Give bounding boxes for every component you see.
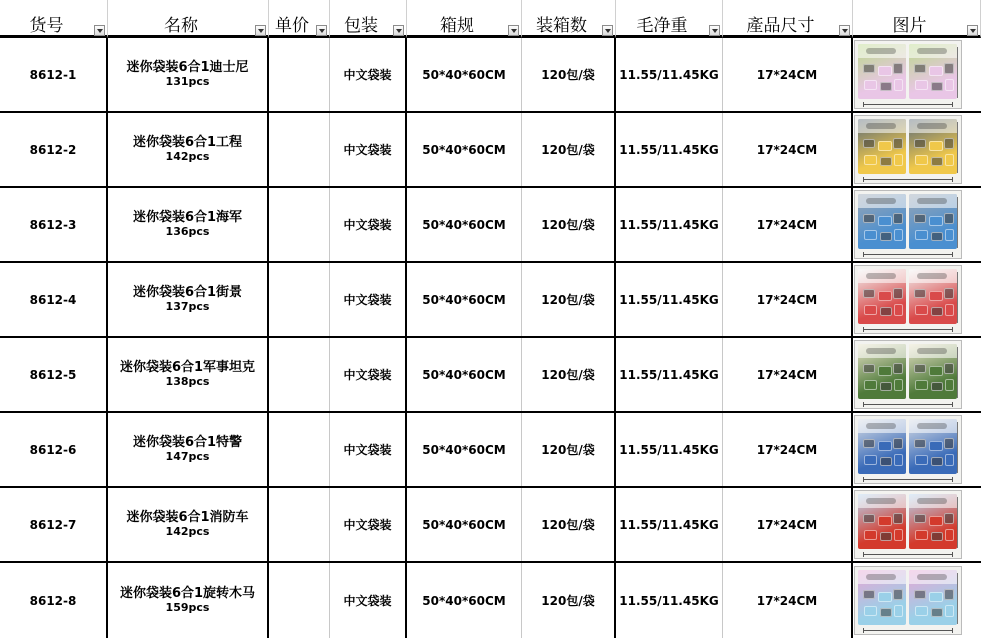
cell-weight[interactable]: 11.55/11.45KG: [616, 38, 723, 111]
toy-model-mark: [914, 590, 926, 599]
toy-model-mark: [863, 139, 875, 148]
width-dimension-line: [863, 179, 953, 180]
cell-weight[interactable]: 11.55/11.45KG: [616, 188, 723, 261]
cell-name[interactable]: [108, 563, 269, 638]
filter-dropdown-icon[interactable]: [94, 25, 105, 36]
table-row[interactable]: [0, 563, 981, 638]
header-label: 毛净重: [636, 16, 688, 36]
toy-model-mark: [894, 79, 903, 91]
filter-dropdown-icon[interactable]: [839, 25, 850, 36]
cell-packaging[interactable]: 中文袋装: [330, 113, 407, 186]
toy-model-mark: [878, 66, 892, 76]
cell-weight[interactable]: 11.55/11.45KG: [616, 413, 723, 486]
toy-model-mark: [915, 155, 928, 165]
cell-code[interactable]: 8612-2: [0, 113, 108, 186]
toy-model-mark: [945, 154, 954, 166]
toy-model-mark: [915, 455, 928, 465]
piece-count: 142pcs: [165, 149, 210, 163]
product-bag-image: [858, 570, 906, 625]
header-label: 货号: [29, 16, 64, 36]
cell-carton[interactable]: 50*40*60CM: [407, 338, 522, 411]
cell-code[interactable]: 8612-8: [0, 563, 108, 638]
cell-price[interactable]: [269, 413, 330, 486]
product-name: 迷你袋装6合1迪士尼: [126, 59, 249, 75]
width-dimension-line: [863, 404, 953, 405]
table-row[interactable]: [0, 113, 981, 188]
toy-model-mark: [880, 232, 892, 241]
toy-model-mark: [864, 380, 877, 390]
cell-weight[interactable]: 11.55/11.45KG: [616, 563, 723, 638]
header-weight: [616, 0, 723, 38]
toy-model-mark: [931, 608, 943, 617]
toy-model-mark: [915, 380, 928, 390]
cell-name[interactable]: [108, 263, 269, 336]
toy-model-mark: [880, 82, 892, 91]
table-row[interactable]: [0, 338, 981, 413]
toy-model-mark: [893, 438, 903, 449]
toy-model-mark: [945, 229, 954, 241]
header-label: 名称: [164, 16, 198, 36]
header-label: 装箱数: [536, 16, 587, 36]
product-name: 迷你袋装6合1旋转木马: [119, 585, 256, 601]
toy-model-mark: [863, 364, 875, 373]
table-row[interactable]: [0, 188, 981, 263]
cell-size[interactable]: 17*24CM: [723, 488, 853, 561]
toy-model-mark: [894, 379, 903, 391]
piece-count: 159pcs: [165, 600, 210, 614]
table-row[interactable]: [0, 488, 981, 563]
header-label: 包装: [344, 16, 378, 36]
filter-dropdown-icon[interactable]: [508, 25, 519, 36]
toy-model-mark: [929, 291, 943, 301]
cell-price[interactable]: [269, 263, 330, 336]
table-row[interactable]: [0, 38, 981, 113]
bag-logo: [909, 44, 957, 58]
toy-model-mark: [931, 82, 943, 91]
header-name: [108, 0, 269, 38]
piece-count: 137pcs: [165, 299, 210, 313]
toy-model-mark: [945, 605, 954, 617]
bag-logo: [909, 194, 957, 208]
cell-carton[interactable]: 50*40*60CM: [407, 263, 522, 336]
toy-model-mark: [929, 592, 943, 602]
toy-model-mark: [880, 382, 892, 391]
bag-logo: [909, 344, 957, 358]
filter-dropdown-icon[interactable]: [393, 25, 404, 36]
toy-model-mark: [914, 214, 926, 223]
toy-model-mark: [864, 530, 877, 540]
toy-model-mark: [863, 64, 875, 73]
swat-bags-image[interactable]: [854, 415, 962, 484]
toy-model-mark: [863, 514, 875, 523]
toy-model-mark: [864, 155, 877, 165]
toy-model-mark: [944, 288, 954, 299]
toy-model-mark: [931, 232, 943, 241]
cell-name[interactable]: [108, 413, 269, 486]
bag-logo: [858, 419, 906, 433]
toy-model-mark: [893, 63, 903, 74]
toy-model-mark: [914, 514, 926, 523]
product-bag-image: [858, 119, 906, 174]
toy-model-mark: [878, 216, 892, 226]
header-size: [723, 0, 853, 38]
header-image: [853, 0, 981, 38]
header-label: 箱规: [440, 16, 474, 36]
bag-logo: [858, 570, 906, 584]
bag-logo: [858, 344, 906, 358]
cell-weight[interactable]: 11.55/11.45KG: [616, 488, 723, 561]
product-bag-image: [909, 344, 957, 399]
cell-price[interactable]: [269, 563, 330, 638]
toy-model-mark: [880, 307, 892, 316]
cell-packaging[interactable]: 中文袋装: [330, 188, 407, 261]
toy-model-mark: [915, 305, 928, 315]
table-row[interactable]: [0, 413, 981, 488]
fire-truck-bags-image[interactable]: [854, 490, 962, 559]
cell-weight[interactable]: 11.55/11.45KG: [616, 113, 723, 186]
product-bag-image: [909, 119, 957, 174]
bag-logo: [858, 269, 906, 283]
toy-model-mark: [929, 516, 943, 526]
tank-bags-image[interactable]: [854, 340, 962, 409]
toy-model-mark: [894, 304, 903, 316]
cell-price[interactable]: [269, 488, 330, 561]
toy-model-mark: [864, 455, 877, 465]
cell-packaging[interactable]: 中文袋装: [330, 488, 407, 561]
bag-logo: [858, 494, 906, 508]
product-bag-image: [858, 194, 906, 249]
toy-model-mark: [863, 289, 875, 298]
cell-price[interactable]: [269, 38, 330, 111]
toy-model-mark: [893, 138, 903, 149]
product-name: 迷你袋装6合1街景: [132, 284, 243, 300]
cell-packaging[interactable]: 中文袋装: [330, 338, 407, 411]
name-wrap: [133, 136, 242, 164]
cell-packaging[interactable]: 中文袋装: [330, 38, 407, 111]
cell-name[interactable]: [108, 488, 269, 561]
cell-code[interactable]: 8612-7: [0, 488, 108, 561]
toy-model-mark: [914, 439, 926, 448]
toy-model-mark: [931, 157, 943, 166]
toy-model-mark: [894, 454, 903, 466]
product-bag-image: [909, 419, 957, 474]
product-name: 迷你袋装6合1军事坦克: [119, 359, 256, 375]
width-dimension-line: [863, 630, 953, 631]
toy-model-mark: [880, 532, 892, 541]
height-dimension-line: [957, 272, 958, 323]
toy-model-mark: [914, 64, 926, 73]
toy-model-mark: [945, 529, 954, 541]
cell-name[interactable]: [108, 338, 269, 411]
product-name: 迷你袋装6合1特警: [132, 434, 243, 450]
cell-qty[interactable]: 120包/袋: [522, 263, 616, 336]
cell-code[interactable]: 8612-1: [0, 38, 108, 111]
toy-model-mark: [878, 441, 892, 451]
toy-model-mark: [878, 141, 892, 151]
bag-logo: [909, 494, 957, 508]
width-dimension-line: [863, 554, 953, 555]
cell-carton[interactable]: 50*40*60CM: [407, 413, 522, 486]
product-bag-image: [909, 494, 957, 549]
header-code: [0, 0, 108, 38]
piece-count: 142pcs: [165, 524, 210, 538]
cell-image[interactable]: [853, 413, 981, 486]
bag-logo: [909, 119, 957, 133]
filter-dropdown-icon[interactable]: [602, 25, 613, 36]
cell-price[interactable]: [269, 113, 330, 186]
bag-logo: [858, 44, 906, 58]
toy-model-mark: [880, 457, 892, 466]
filter-dropdown-icon[interactable]: [255, 25, 266, 36]
product-name: 迷你袋装6合1消防车: [126, 509, 249, 525]
piece-count: 138pcs: [165, 374, 210, 388]
height-dimension-line: [957, 497, 958, 548]
cell-qty[interactable]: 120包/袋: [522, 38, 616, 111]
height-dimension-line: [957, 347, 958, 398]
height-dimension-line: [957, 422, 958, 473]
toy-model-mark: [863, 590, 875, 599]
cell-qty[interactable]: 120包/袋: [522, 188, 616, 261]
toy-model-mark: [944, 438, 954, 449]
toy-model-mark: [863, 214, 875, 223]
toy-model-mark: [894, 529, 903, 541]
filter-dropdown-icon[interactable]: [316, 25, 327, 36]
product-bag-image: [858, 494, 906, 549]
toy-model-mark: [878, 516, 892, 526]
cell-qty[interactable]: 120包/袋: [522, 488, 616, 561]
header-row: [0, 0, 981, 38]
product-bag-image: [858, 44, 906, 99]
filter-dropdown-icon[interactable]: [967, 25, 978, 36]
product-bag-image: [858, 419, 906, 474]
cell-name[interactable]: [108, 113, 269, 186]
toy-model-mark: [878, 592, 892, 602]
cell-carton[interactable]: 50*40*60CM: [407, 38, 522, 111]
height-dimension-line: [957, 573, 958, 624]
cell-image[interactable]: [853, 563, 981, 638]
cell-weight[interactable]: 11.55/11.45KG: [616, 263, 723, 336]
piece-count: 147pcs: [165, 449, 210, 463]
product-bag-image: [858, 269, 906, 324]
cell-image[interactable]: [853, 38, 981, 111]
name-wrap: [120, 361, 255, 389]
name-wrap: [126, 511, 248, 539]
cell-image[interactable]: [853, 263, 981, 336]
bag-logo: [909, 570, 957, 584]
header-qty: [522, 0, 616, 38]
product-name: 迷你袋装6合1工程: [132, 134, 243, 150]
cell-code[interactable]: 8612-5: [0, 338, 108, 411]
height-dimension-line: [957, 122, 958, 173]
toy-model-mark: [894, 229, 903, 241]
product-bag-image: [909, 194, 957, 249]
toy-model-mark: [864, 80, 877, 90]
toy-model-mark: [929, 141, 943, 151]
toy-model-mark: [878, 366, 892, 376]
cell-code[interactable]: 8612-3: [0, 188, 108, 261]
toy-model-mark: [864, 305, 877, 315]
toy-model-mark: [931, 532, 943, 541]
toy-model-mark: [915, 606, 928, 616]
navy-bags-image[interactable]: [854, 190, 962, 259]
toy-model-mark: [893, 363, 903, 374]
header-label: 產品尺寸: [746, 16, 815, 36]
cell-image[interactable]: [853, 113, 981, 186]
toy-model-mark: [929, 441, 943, 451]
bag-logo: [909, 269, 957, 283]
cell-name[interactable]: [108, 188, 269, 261]
toy-model-mark: [945, 79, 954, 91]
cell-code[interactable]: 8612-6: [0, 413, 108, 486]
cell-image[interactable]: [853, 188, 981, 261]
toy-model-mark: [944, 213, 954, 224]
toy-model-mark: [893, 589, 903, 600]
width-dimension-line: [863, 254, 953, 255]
cell-code[interactable]: 8612-4: [0, 263, 108, 336]
cell-weight[interactable]: 11.55/11.45KG: [616, 338, 723, 411]
cell-size[interactable]: 17*24CM: [723, 338, 853, 411]
disney-bags-image[interactable]: [854, 40, 962, 109]
cell-size[interactable]: 17*24CM: [723, 188, 853, 261]
bag-logo: [909, 419, 957, 433]
cell-price[interactable]: [269, 188, 330, 261]
cell-packaging[interactable]: 中文袋装: [330, 563, 407, 638]
header-price: [269, 0, 330, 38]
product-table: [0, 38, 981, 638]
bag-logo: [858, 194, 906, 208]
toy-model-mark: [931, 382, 943, 391]
toy-model-mark: [893, 288, 903, 299]
toy-model-mark: [880, 608, 892, 617]
filter-dropdown-icon[interactable]: [709, 25, 720, 36]
toy-model-mark: [945, 454, 954, 466]
carousel-bags-image[interactable]: [854, 566, 962, 635]
toy-model-mark: [863, 439, 875, 448]
toy-model-mark: [944, 363, 954, 374]
header-label: 图片: [892, 16, 927, 36]
toy-model-mark: [931, 307, 943, 316]
cell-image[interactable]: [853, 488, 981, 561]
toy-model-mark: [945, 379, 954, 391]
toy-model-mark: [864, 606, 877, 616]
toy-model-mark: [929, 216, 943, 226]
cell-qty[interactable]: 120包/袋: [522, 563, 616, 638]
header-label: 单价: [275, 16, 309, 36]
cell-size[interactable]: 17*24CM: [723, 38, 853, 111]
name-wrap: [133, 286, 242, 314]
cell-qty[interactable]: 120包/袋: [522, 113, 616, 186]
cell-carton[interactable]: 50*40*60CM: [407, 488, 522, 561]
name-wrap: [120, 587, 255, 615]
cell-packaging[interactable]: 中文袋装: [330, 263, 407, 336]
cell-size[interactable]: 17*24CM: [723, 113, 853, 186]
piece-count: 136pcs: [165, 224, 210, 238]
cell-size[interactable]: 17*24CM: [723, 263, 853, 336]
cell-qty[interactable]: 120包/袋: [522, 413, 616, 486]
cell-size[interactable]: 17*24CM: [723, 413, 853, 486]
toy-model-mark: [880, 157, 892, 166]
toy-model-mark: [915, 530, 928, 540]
product-bag-image: [909, 570, 957, 625]
width-dimension-line: [863, 479, 953, 480]
toy-model-mark: [878, 291, 892, 301]
product-bag-image: [909, 269, 957, 324]
width-dimension-line: [863, 104, 953, 105]
toy-model-mark: [944, 138, 954, 149]
toy-model-mark: [894, 605, 903, 617]
cell-price[interactable]: [269, 338, 330, 411]
width-dimension-line: [863, 329, 953, 330]
height-dimension-line: [957, 197, 958, 248]
toy-model-mark: [894, 154, 903, 166]
toy-model-mark: [944, 63, 954, 74]
toy-model-mark: [915, 80, 928, 90]
toy-model-mark: [944, 513, 954, 524]
table-row[interactable]: [0, 263, 981, 338]
cell-carton[interactable]: 50*40*60CM: [407, 113, 522, 186]
header-carton: [407, 0, 522, 38]
piece-count: 131pcs: [165, 74, 210, 88]
cell-carton[interactable]: 50*40*60CM: [407, 563, 522, 638]
header-packaging: [330, 0, 407, 38]
toy-model-mark: [929, 66, 943, 76]
toy-model-mark: [915, 230, 928, 240]
toy-model-mark: [944, 589, 954, 600]
toy-model-mark: [931, 457, 943, 466]
toy-model-mark: [929, 366, 943, 376]
product-bag-image: [858, 344, 906, 399]
toy-model-mark: [945, 304, 954, 316]
height-dimension-line: [957, 47, 958, 98]
cell-image[interactable]: [853, 338, 981, 411]
cell-carton[interactable]: 50*40*60CM: [407, 188, 522, 261]
name-wrap: [133, 436, 242, 464]
cell-packaging[interactable]: 中文袋装: [330, 413, 407, 486]
bag-logo: [858, 119, 906, 133]
product-name: 迷你袋装6合1海军: [132, 209, 243, 225]
cell-name[interactable]: [108, 38, 269, 111]
product-bag-image: [909, 44, 957, 99]
toy-model-mark: [864, 230, 877, 240]
name-wrap: [133, 211, 242, 239]
toy-model-mark: [914, 289, 926, 298]
toy-model-mark: [893, 513, 903, 524]
toy-model-mark: [914, 139, 926, 148]
cell-qty[interactable]: 120包/袋: [522, 338, 616, 411]
name-wrap: [126, 61, 248, 89]
toy-model-mark: [893, 213, 903, 224]
toy-model-mark: [914, 364, 926, 373]
cell-size[interactable]: 17*24CM: [723, 563, 853, 638]
engineering-bags-image[interactable]: [854, 115, 962, 184]
street-bags-image[interactable]: [854, 265, 962, 334]
